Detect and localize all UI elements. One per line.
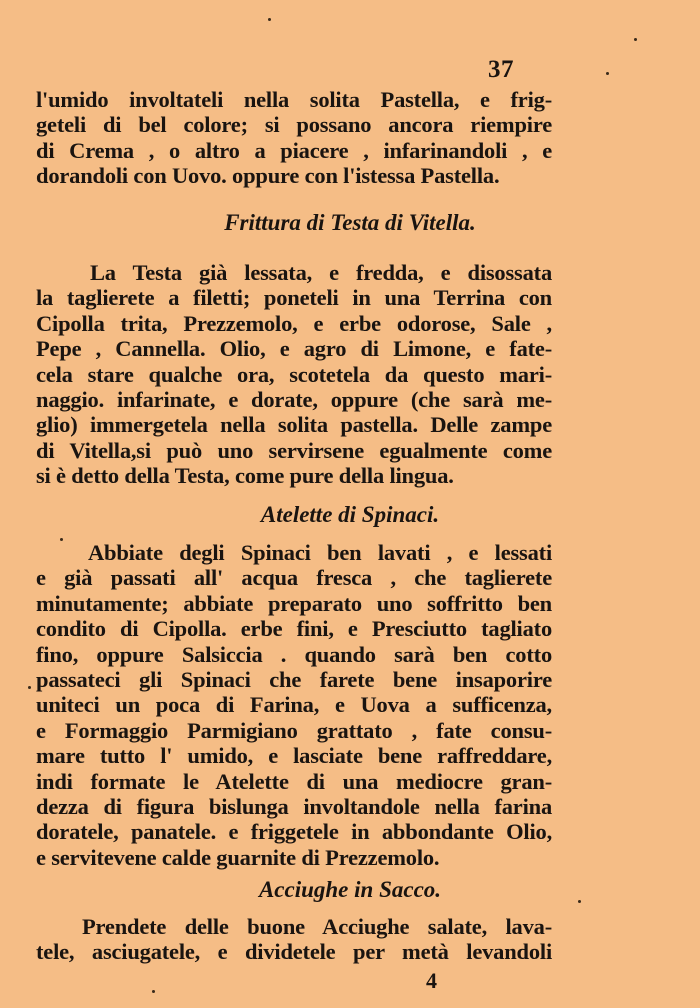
signature-mark: 4	[426, 968, 437, 993]
text-line: dezza di figura bislunga involtandole nella farina	[36, 793, 552, 819]
recipe-heading-atelette: Atelette di Spinaci.	[260, 502, 440, 527]
text-line: la taglierete a filetti; poneteli in una Terrina con	[36, 285, 552, 311]
text-line: naggio. infarinate, e dorate, oppure (che sarà me-	[36, 386, 552, 412]
paper-speck	[60, 538, 63, 541]
text-line: glio) immergetela nella solita pastella. Delle zampe	[36, 412, 552, 438]
text-line: l'umido involtateli nella solita Pastella, e frig-	[36, 87, 552, 112]
text-line: La Testa già lessata, e fredda, e disossata	[90, 260, 552, 285]
text-line: doratele, panatele. e friggetele in abbondante Olio,	[36, 819, 552, 845]
text-line: cela stare qualche ora, scotetela da questo mari-	[36, 361, 552, 387]
recipe-heading-acciughe: Acciughe in Sacco.	[258, 877, 442, 902]
text-line: uniteci un poca di Farina, e Uova a sufficenza,	[36, 692, 552, 718]
text-line: Pepe , Cannella. Olio, e agro di Limone, e fate-	[36, 336, 552, 362]
paper-speck	[268, 18, 271, 21]
text-line: indi formate le Atelette di una mediocre gran-	[36, 768, 552, 794]
text-line: mare tutto l' umido, e lasciate bene raffreddare,	[36, 743, 552, 769]
text-line: tele, asciugatele, e dividetele per metà levandoli	[36, 939, 552, 965]
paragraph-acciughe	[36, 914, 552, 965]
paper-speck	[634, 38, 637, 41]
text-line: Abbiate degli Spinaci ben lavati , e lessati	[88, 540, 552, 565]
text-line: e già passati all' acqua fresca , che taglierete	[36, 565, 552, 591]
text-line: dorandoli con Uovo. oppure con l'istessa Pastella.	[36, 163, 500, 189]
paragraph-frittura	[36, 260, 552, 489]
text-line: di Vitella,si può uno servirsene egualmente come	[36, 437, 552, 463]
paper-speck	[28, 686, 31, 689]
paper-speck	[606, 72, 609, 75]
text-line: minutamente; abbiate preparato uno soffritto ben	[36, 590, 552, 616]
paragraph-atelette	[36, 540, 552, 870]
text-line: Prendete delle buone Acciughe salate, lava-	[82, 914, 552, 939]
text-line: di Crema , o altro a piacere , infarinandoli , e	[36, 137, 552, 163]
page-number: 37	[488, 56, 514, 83]
text-line: si è detto della Testa, come pure della lingua.	[36, 463, 454, 489]
recipe-heading-frittura: Frittura di Testa di Vitella.	[224, 210, 476, 235]
text-line: e servitevene calde guarnite di Prezzemolo.	[36, 844, 440, 870]
text-line: fino, oppure Salsiccia . quando sarà ben cotto	[36, 641, 552, 667]
paper-speck	[152, 990, 155, 993]
paragraph-intro	[36, 87, 552, 189]
text-line: Cipolla trita, Prezzemolo, e erbe odorose, Sale ,	[36, 310, 552, 336]
text-line: e Formaggio Parmigiano grattato , fate consu-	[36, 717, 552, 743]
text-line: condito di Cipolla. erbe fini, e Presciutto tagliato	[36, 616, 552, 642]
text-line: passateci gli Spinaci che farete bene insaporire	[36, 666, 552, 692]
text-line: geteli di bel colore; si possano ancora riempire	[36, 112, 552, 138]
paper-speck	[578, 900, 581, 903]
